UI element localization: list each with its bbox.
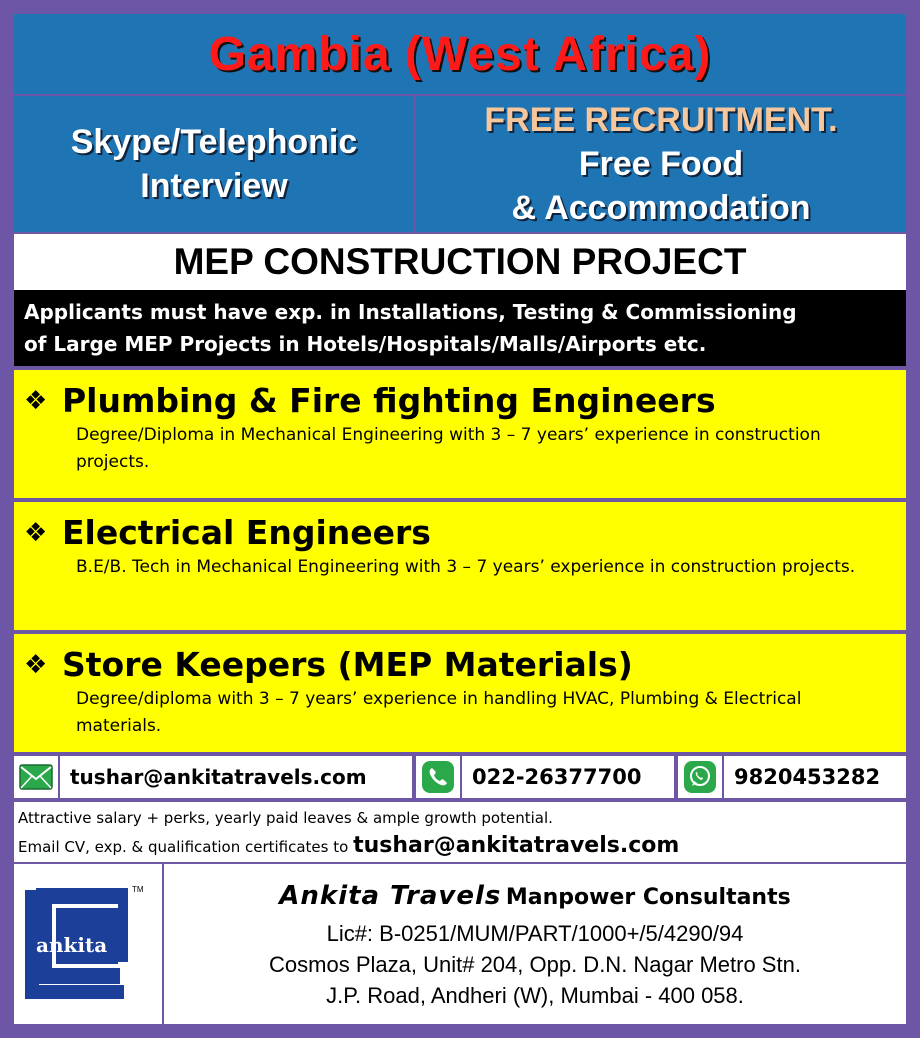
job-description: B.E/B. Tech in Mechanical Engineering with 3 – 7 years’ experience in construction projects. — [76, 557, 856, 577]
logo-panel — [14, 864, 162, 1024]
agency-license: Lic#: B-0251/MUM/PART/1000+/5/4290/94 — [326, 920, 744, 946]
logo-tm: TM — [132, 885, 144, 894]
ankita-logo — [14, 864, 162, 1024]
job-section-plumbing — [14, 370, 906, 498]
agency-address-line-1: Cosmos Plaza, Unit# 204, Opp. D.N. Nagar Metro Stn. — [269, 951, 801, 977]
phone-icon — [416, 756, 462, 798]
project-banner — [14, 234, 906, 290]
job-section-electrical — [14, 502, 906, 630]
job-title — [24, 512, 892, 554]
job-title — [24, 380, 892, 422]
contact-email[interactable] — [14, 756, 412, 798]
benefit-line: & Accommodation — [511, 189, 811, 227]
job-title-text: Store Keepers (MEP Materials) — [62, 645, 633, 684]
whatsapp-icon — [678, 756, 724, 798]
interview-mode-box — [14, 96, 414, 232]
job-title — [24, 644, 892, 686]
benefits-box — [416, 96, 906, 232]
interview-mode-line: Skype/Telephonic — [70, 123, 358, 161]
application-info — [14, 802, 906, 862]
page-title: Gambia (West Africa) — [208, 27, 712, 81]
job-title-text: Electrical Engineers — [62, 513, 431, 552]
agency-brand: Ankita Travels — [279, 880, 502, 911]
contact-whatsapp[interactable] — [678, 756, 906, 798]
interview-mode-line: Interview — [140, 167, 288, 205]
project-title: MEP CONSTRUCTION PROJECT — [173, 241, 747, 282]
mail-icon — [14, 756, 60, 798]
requirements-box — [14, 290, 906, 366]
agency-address-line-2: J.P. Road, Andheri (W), Mumbai - 400 058. — [326, 982, 744, 1008]
contact-whatsapp-text[interactable]: 9820453282 — [734, 765, 881, 789]
benefit-line: Free Food — [578, 145, 744, 183]
email-cv-prefix: Email CV, exp. & qualification certificates to — [18, 838, 349, 856]
agency-type: Manpower Consultants — [505, 884, 791, 910]
perks-text: Attractive salary + perks, yearly paid leaves & ample growth potential. — [18, 809, 553, 827]
job-title-text: Plumbing & Fire fighting Engineers — [62, 381, 716, 420]
job-description: Degree/diploma with 3 – 7 years’ experience in handling HVAC, Plumbing & Electrical materials. — [76, 689, 802, 736]
email-cv-line — [18, 832, 902, 861]
logo-text: ankita — [36, 933, 108, 957]
diamond-bullet-icon: ❖ — [24, 518, 48, 548]
contact-email-text[interactable]: tushar@ankitatravels.com — [70, 765, 367, 789]
contact-phone-text[interactable]: 022-26377700 — [472, 765, 642, 789]
job-description: Degree/Diploma in Mechanical Engineering with 3 – 7 years’ experience in construction projects. — [76, 425, 821, 472]
requirement-line: of Large MEP Projects in Hotels/Hospitals/Malls/Airports etc. — [24, 332, 707, 356]
free-recruitment-heading: FREE RECRUITMENT. — [484, 101, 838, 139]
email-cv-address[interactable]: tushar@ankitatravels.com — [353, 833, 680, 858]
job-section-store-keepers — [14, 634, 906, 752]
agency-footer — [164, 864, 906, 1024]
diamond-bullet-icon: ❖ — [24, 386, 48, 416]
contact-phone[interactable] — [416, 756, 674, 798]
diamond-bullet-icon: ❖ — [24, 650, 48, 680]
agency-name-line — [279, 878, 790, 918]
header-banner — [14, 14, 906, 94]
requirement-line: Applicants must have exp. in Installations, Testing & Commissioning — [24, 300, 797, 324]
